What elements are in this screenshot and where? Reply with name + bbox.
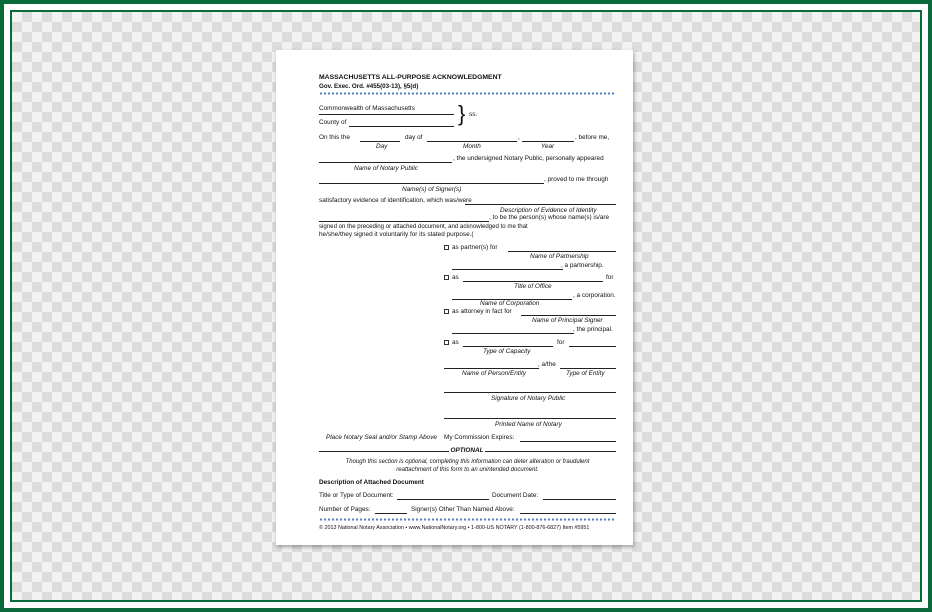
name-person-caption: Name of Person/Entity (462, 370, 526, 377)
acknowledgment-form (276, 50, 633, 545)
athe-label: , a/the (538, 361, 556, 368)
form-subtitle: Gov. Exec. Ord. #455(03-13), §5(d) (319, 83, 419, 90)
desc-attached-heading: Description of Attached Document (319, 479, 424, 486)
capacity-for-field[interactable] (569, 346, 616, 347)
as-label-1: as (452, 274, 459, 281)
sig-notary-caption: Signature of Notary Public (491, 395, 566, 402)
office-checkbox[interactable] (444, 275, 449, 280)
name-signers-caption: Name(s) of Signer(s) (402, 186, 462, 193)
num-pages-field[interactable] (375, 513, 407, 514)
for-label-2: for (557, 339, 565, 346)
type-entity-caption: Type of Entity (566, 370, 605, 377)
county-label: County of (319, 119, 347, 126)
notary-name-field[interactable] (319, 162, 452, 163)
commission-field[interactable] (520, 441, 616, 442)
commission-label: My Commission Expires: (444, 434, 515, 441)
name-partnership-caption: Name of Partnership (530, 253, 589, 260)
satisfactory-label: satisfactory evidence of identification, which was/were (319, 197, 472, 204)
optional-note-2: reattachment of this form to an unintended document. (396, 467, 539, 473)
signed-label: signed on the preceding or attached document, and acknowledged to me that (319, 223, 528, 230)
county-field[interactable] (349, 126, 454, 127)
office-field[interactable] (463, 281, 603, 282)
title-doc-label: Title or Type of Document: (319, 492, 394, 499)
commonwealth-line (319, 114, 454, 115)
the-principal-label: , the principal. (573, 326, 613, 333)
day-caption: Day (376, 143, 388, 150)
footer-text: © 2013 National Notary Association • www.NationalNotary.org • 1-800-US NOTARY (1-800-876-6827) Item #5951 (319, 525, 590, 531)
name-principal-caption: Name of Principal Signer (532, 317, 603, 324)
capacity-checkbox[interactable] (444, 340, 449, 345)
voluntarily-label: he/she/they signed it voluntarily for its stated purpose.( (319, 231, 474, 238)
month-caption: Month (463, 143, 481, 150)
capacity-field[interactable] (463, 346, 553, 347)
name-corp-caption: Name of Corporation (480, 300, 540, 307)
title-doc-field[interactable] (397, 499, 489, 500)
person-entity-field[interactable] (444, 368, 539, 369)
optional-heading: OPTIONAL (450, 447, 484, 454)
evidence-field-1[interactable] (465, 204, 616, 205)
doc-date-label: Document Date: (492, 492, 539, 499)
signers-field[interactable] (319, 183, 544, 184)
a-corp-label: , a corporation. (573, 292, 616, 299)
proved-label: , proved to me through (544, 176, 609, 183)
type-capacity-caption: Type of Capacity (483, 348, 531, 355)
decorative-border-top (319, 92, 616, 95)
partner-checkbox[interactable] (444, 245, 449, 250)
principal-field-2[interactable] (452, 333, 574, 334)
commonwealth-label: Commonwealth of Massachusetts (319, 105, 415, 112)
name-notary-caption: Name of Notary Public (354, 165, 418, 172)
place-seal-label: Place Notary Seal and/or Stamp Above (326, 434, 437, 441)
signers-other-label: Signer(s) Other Than Named Above: (411, 506, 515, 513)
comma: , (518, 134, 520, 141)
entity-type-field[interactable] (560, 368, 616, 369)
day-field[interactable] (360, 141, 400, 142)
notary-signature-field[interactable] (444, 392, 616, 393)
year-caption: Year (541, 143, 555, 150)
year-field[interactable] (522, 141, 574, 142)
optional-rule-left (319, 451, 449, 452)
undersigned-label: , the undersigned Notary Public, personally appeared (453, 155, 604, 162)
partnership-field[interactable] (452, 269, 563, 270)
as-partners-label: as partner(s) for (452, 244, 498, 251)
a-partnership-label: , a partnership. (561, 262, 604, 269)
printed-notary-caption: Printed Name of Notary (495, 421, 562, 428)
form-title: MASSACHUSETTS ALL-PURPOSE ACKNOWLEDGMENT (319, 74, 502, 81)
month-field[interactable] (427, 141, 517, 142)
optional-rule-right (485, 451, 616, 452)
desc-evidence-caption: Description of Evidence of Identity (500, 207, 597, 214)
partner-field[interactable] (508, 251, 616, 252)
for-label-1: for (606, 274, 614, 281)
doc-date-field[interactable] (543, 499, 616, 500)
optional-note-1: Though this section is optional, completing this information can deter alteration or fraudulent (345, 459, 590, 465)
evidence-field-2[interactable] (319, 221, 489, 222)
attorney-label: as attorney in fact for (452, 308, 512, 315)
attorney-checkbox[interactable] (444, 309, 449, 314)
before-me-label: , before me, (575, 134, 610, 141)
title-office-caption: Title of Office (514, 283, 552, 290)
decorative-border-bottom (319, 518, 616, 521)
signers-other-field[interactable] (520, 513, 616, 514)
on-this-label: On this the (319, 134, 350, 141)
as-label-2: as (452, 339, 459, 346)
day-of-label: day of (405, 134, 423, 141)
ss-label: ss. (469, 111, 478, 118)
principal-field[interactable] (521, 315, 616, 316)
printed-name-field[interactable] (444, 418, 616, 419)
num-pages-label: Number of Pages: (319, 506, 371, 513)
to-be-label: , to be the person(s) whose name(s) is/are (489, 214, 610, 221)
brace: } (458, 101, 466, 126)
